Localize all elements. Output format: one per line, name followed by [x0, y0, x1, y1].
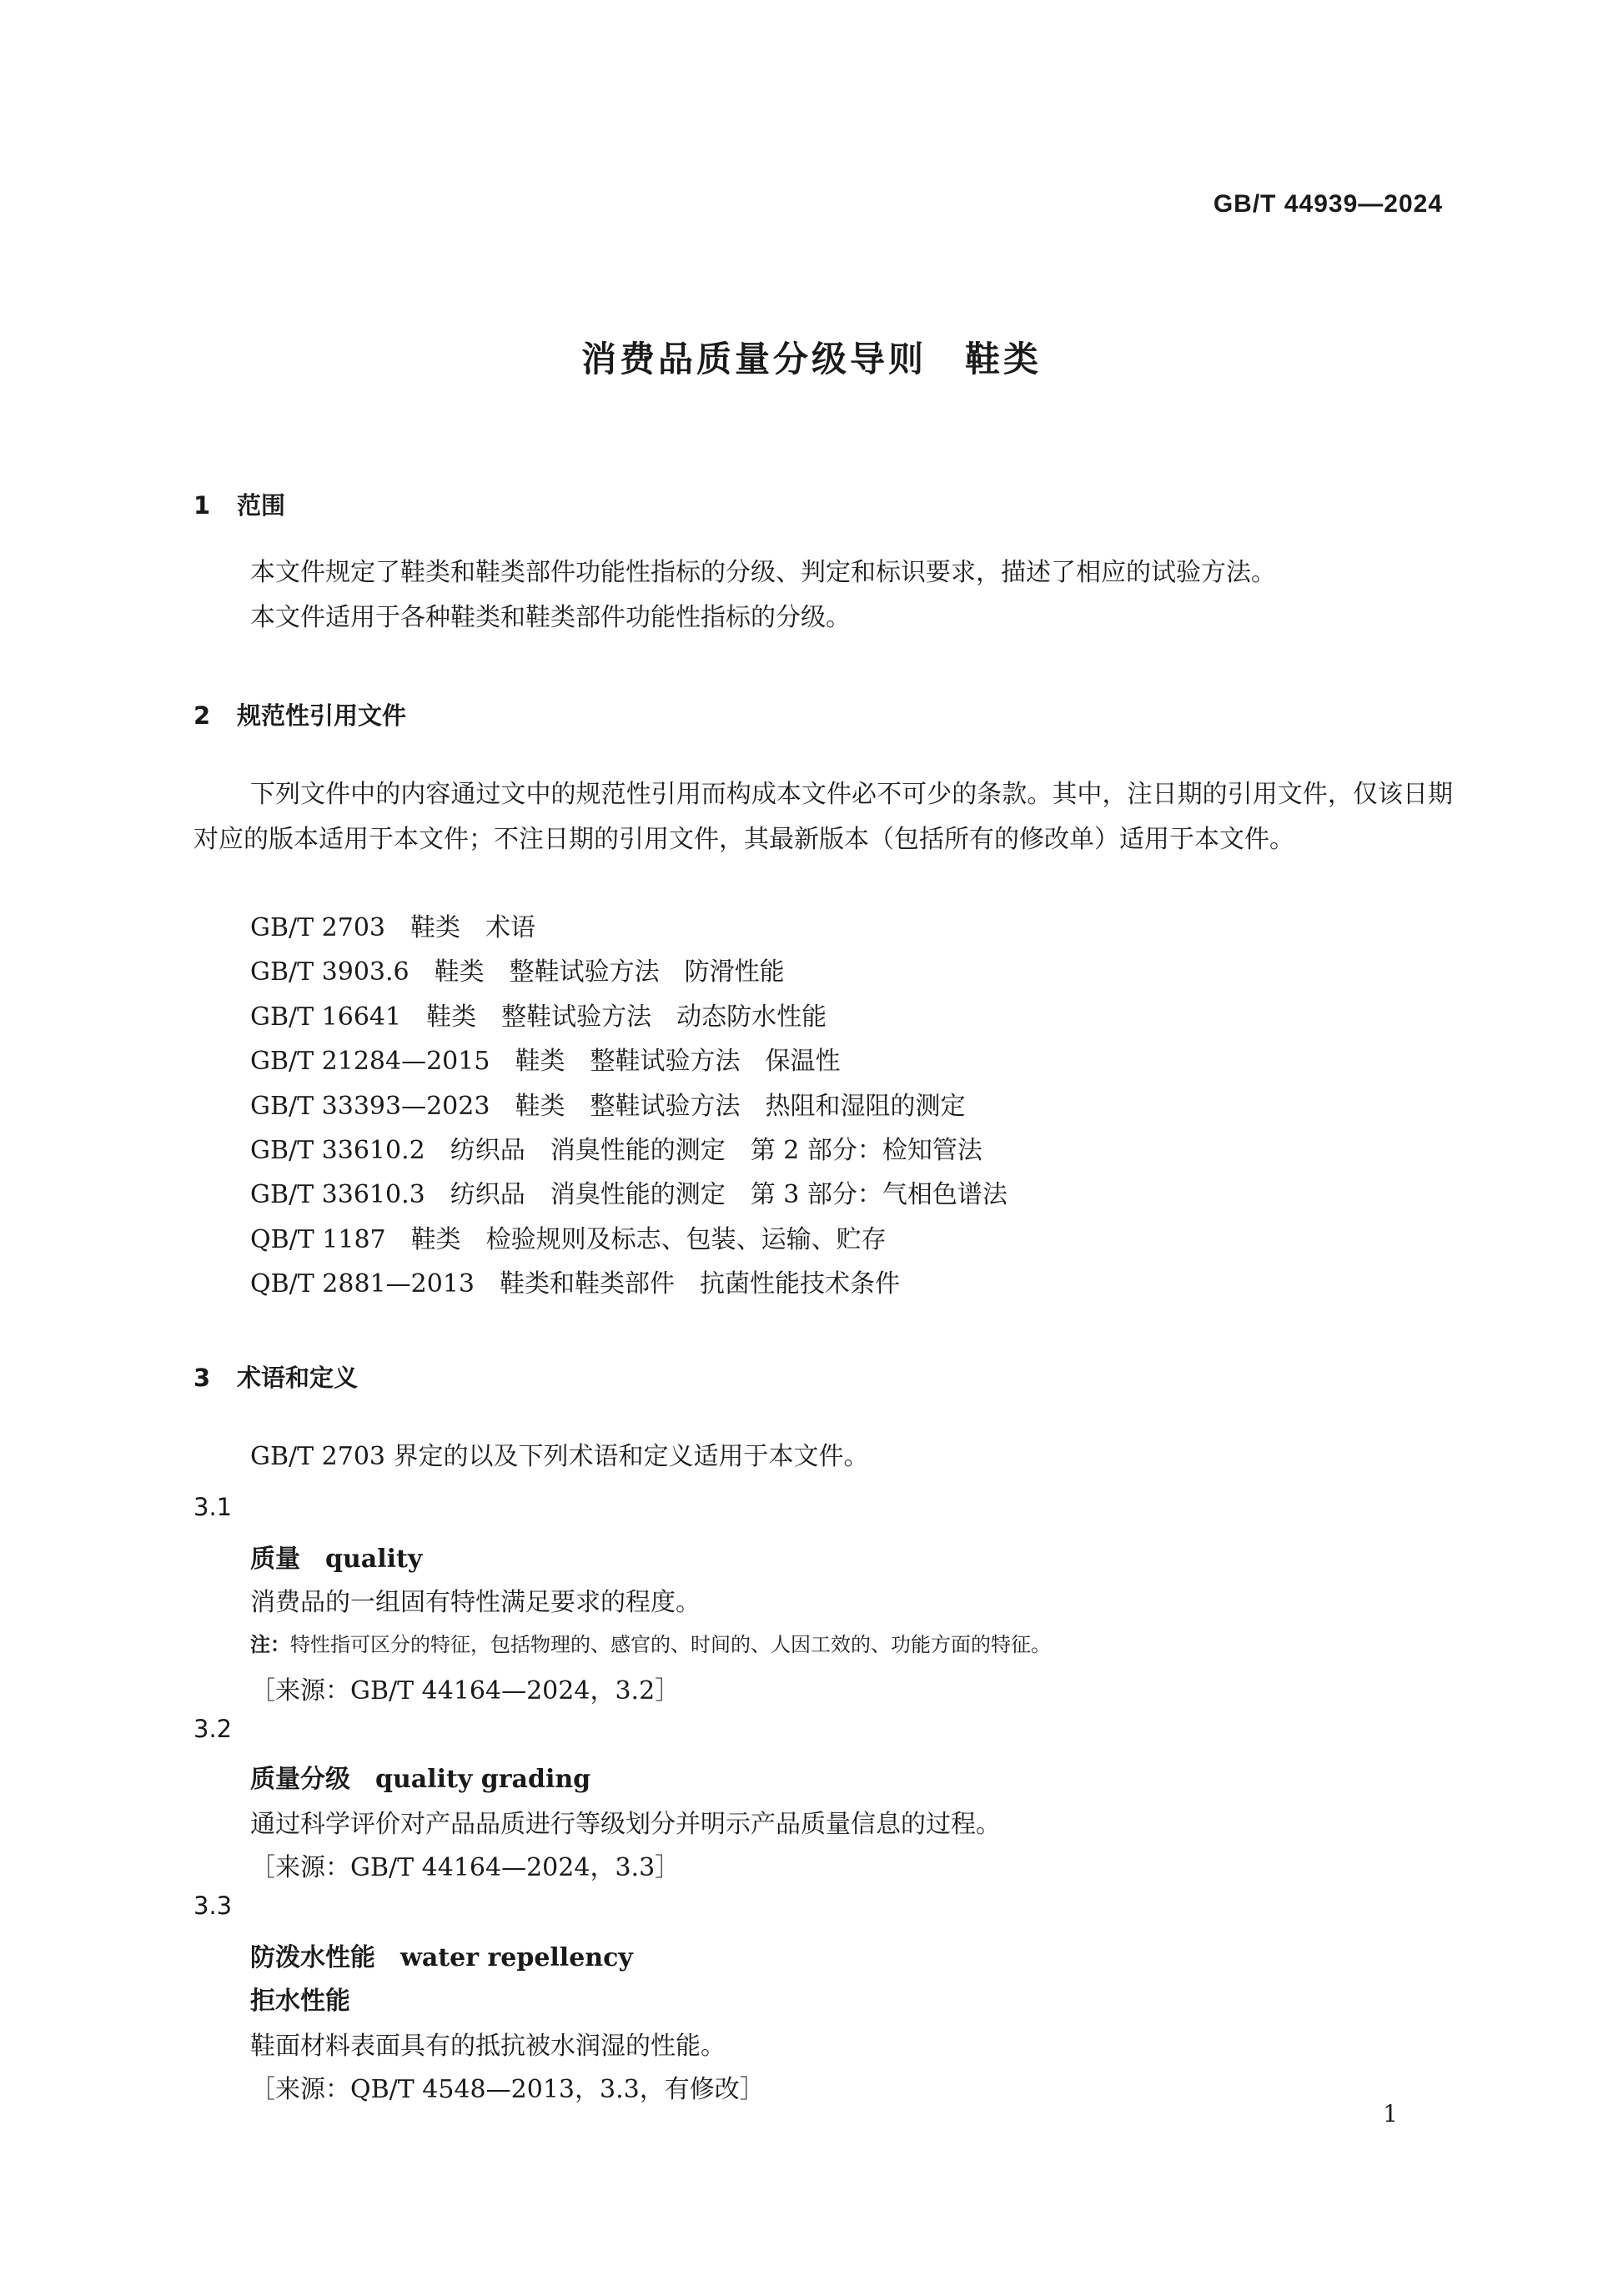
- section-title: 术语和定义: [237, 1364, 359, 1392]
- term-alt-name: [250, 1980, 350, 2017]
- section-title: 范围: [237, 491, 286, 520]
- term-source: ［来源：GB/T 44164—2024，3.2］: [250, 1676, 681, 1706]
- terms-intro: GB/T 2703 界定的以及下列术语和定义适用于本文件。: [250, 1442, 869, 1471]
- reference-item: GB/T 21284—2015 鞋类 整鞋试验方法 保温性: [250, 1047, 841, 1077]
- reference-item: GB/T 33393—2023 鞋类 整鞋试验方法 热阻和湿阻的测定: [250, 1091, 966, 1121]
- note-label: 注：: [250, 1633, 290, 1656]
- term-source: ［来源：QB/T 4548—2013，3.3，有修改］: [250, 2075, 765, 2104]
- section-title: 规范性引用文件: [237, 701, 407, 730]
- term-name: [250, 1937, 633, 1973]
- reference-item: GB/T 2703 鞋类 术语: [250, 913, 536, 942]
- term-name-en: quality: [325, 1545, 423, 1574]
- term-number: 3.3: [193, 1892, 233, 1920]
- standard-code: GB/T 44939—2024: [1213, 190, 1443, 218]
- reference-item: GB/T 33610.3 纺织品 消臭性能的测定 第 3 部分：气相色谱法: [250, 1180, 1007, 1210]
- reference-item: QB/T 2881—2013 鞋类和鞋类部件 抗菌性能技术条件: [250, 1269, 900, 1299]
- term-note: [250, 1628, 1051, 1657]
- section-number: 1: [193, 491, 211, 520]
- note-text: 特性指可区分的特征，包括物理的、感官的、时间的、人因工效的、功能方面的特征。: [290, 1633, 1051, 1656]
- section-number: 3: [193, 1364, 211, 1392]
- scope-paragraph: 本文件规定了鞋类和鞋类部件功能性指标的分级、判定和标识要求，描述了相应的试验方法。: [250, 558, 1276, 587]
- section-heading-normative-refs: [193, 697, 406, 731]
- term-name: [250, 1758, 590, 1795]
- term-name-zh: 质量分级: [250, 1765, 350, 1794]
- term-number: 3.1: [193, 1493, 233, 1521]
- term-name: [250, 1538, 422, 1575]
- term-source: ［来源：GB/T 44164—2024，3.3］: [250, 1853, 681, 1882]
- term-number: 3.2: [193, 1715, 233, 1743]
- term-name-zh: 质量: [250, 1545, 300, 1574]
- normative-refs-intro: 下列文件中的内容通过文中的规范性引用而构成本文件必不可少的条款。其中，注日期的引用文件，仅该日期对应的版本适用于本文件；不注日期的引用文件，其最新版本（包括所有的修改单）适用于本文件。: [193, 780, 1453, 854]
- term-name-en: water repellency: [400, 1943, 633, 1972]
- reference-item: QB/T 1187 鞋类 检验规则及标志、包装、运输、贮存: [250, 1224, 887, 1254]
- reference-item: GB/T 3903.6 鞋类 整鞋试验方法 防滑性能: [250, 957, 785, 987]
- term-name-en: quality grading: [375, 1765, 591, 1794]
- section-heading-scope: [193, 487, 285, 521]
- section-heading-terms: [193, 1359, 358, 1394]
- term-definition: 鞋面材料表面具有的抵抗被水润湿的性能。: [250, 2032, 726, 2061]
- term-definition: 消费品的一组固有特性满足要求的程度。: [250, 1588, 701, 1617]
- reference-item: GB/T 33610.2 纺织品 消臭性能的测定 第 2 部分：检知管法: [250, 1135, 982, 1165]
- document-title: 消费品质量分级导则 鞋类: [580, 339, 1042, 379]
- section-number: 2: [193, 701, 211, 730]
- page-number: 1: [1383, 2100, 1398, 2128]
- term-name-zh: 防泼水性能: [250, 1943, 375, 1972]
- reference-list: [250, 906, 1007, 1307]
- scope-paragraph: 本文件适用于各种鞋类和鞋类部件功能性指标的分级。: [250, 603, 851, 632]
- term-definition: 通过科学评价对产品品质进行等级划分并明示产品质量信息的过程。: [250, 1810, 1001, 1839]
- reference-item: GB/T 16641 鞋类 整鞋试验方法 动态防水性能: [250, 1002, 827, 1032]
- term-alt-name-zh: 拒水性能: [250, 1987, 350, 2016]
